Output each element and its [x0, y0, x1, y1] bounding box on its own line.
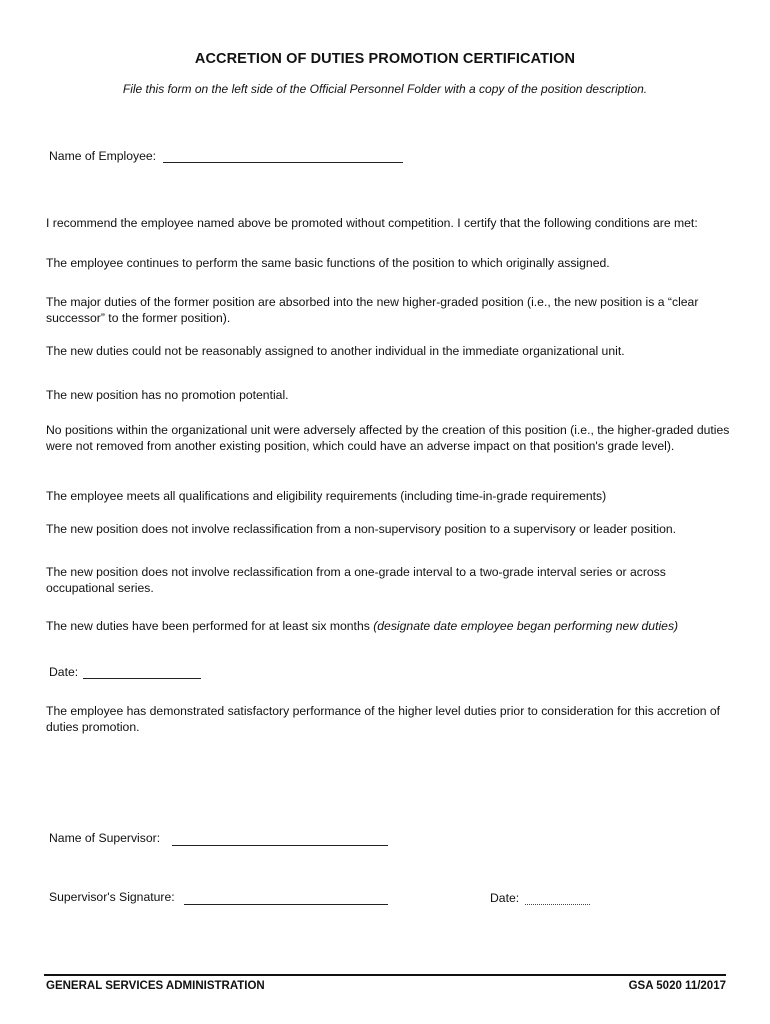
condition-clear-successor: The major duties of the former position are absorbed into the new higher-graded position (i.e., the new position is a “clear successor” to the former position).: [46, 295, 699, 325]
condition-no-adverse-effect: No positions within the organizational unit were adversely affected by the creation of this position (i.e., the higher-graded duties were not removed from another existing position, which could have an adverse impact on that position's grade level).: [46, 423, 730, 453]
signature-date-field[interactable]: [525, 904, 590, 905]
footer-divider: [44, 974, 726, 976]
condition-six-months-note: (designate date employee began performing new duties): [373, 619, 679, 633]
footer-agency: GENERAL SERVICES ADMINISTRATION: [46, 980, 265, 992]
supervisor-signature-label: Supervisor's Signature:: [49, 890, 175, 904]
supervisor-signature-field[interactable]: [184, 904, 388, 905]
condition-no-promotion-potential: The new position has no promotion potential.: [46, 388, 289, 402]
signature-date-label: Date:: [490, 891, 520, 905]
condition-six-months: [46, 618, 736, 634]
employee-name-field[interactable]: [163, 162, 403, 163]
condition-qualifications: The employee meets all qualifications and eligibility requirements (including time-in-grade requirements): [46, 489, 607, 503]
condition-no-supervisory-reclassification: The new position does not involve reclassification from a non-supervisory position to a supervisory or leader position.: [46, 522, 677, 536]
employee-name-label: Name of Employee:: [49, 149, 157, 163]
duties-date-label: Date:: [49, 665, 79, 679]
condition-no-grade-interval-reclassification: The new position does not involve reclassification from a one-grade interval to a two-grade interval series or across occupational series.: [46, 565, 666, 595]
form-title: ACCRETION OF DUTIES PROMOTION CERTIFICATION: [194, 51, 576, 67]
duties-date-field[interactable]: [83, 678, 201, 679]
condition-six-months-text: The new duties have been performed for at least six months: [46, 619, 374, 633]
condition-not-reassignable: The new duties could not be reasonably assigned to another individual in the immediate organizational unit.: [46, 344, 625, 358]
supervisor-name-field[interactable]: [172, 845, 388, 846]
form-subtitle: File this form on the left side of the Official Personnel Folder with a copy of the position description.: [122, 82, 648, 96]
condition-satisfactory-performance: The employee has demonstrated satisfactory performance of the higher level duties prior to consideration for this accretion of duties promotion.: [46, 704, 721, 734]
recommendation-statement: I recommend the employee named above be promoted without competition. I certify that the following conditions are met:: [46, 216, 698, 230]
supervisor-name-label: Name of Supervisor:: [49, 831, 161, 845]
condition-same-functions: The employee continues to perform the same basic functions of the position to which originally assigned.: [46, 256, 610, 270]
footer-form-number: GSA 5020 11/2017: [628, 980, 726, 992]
